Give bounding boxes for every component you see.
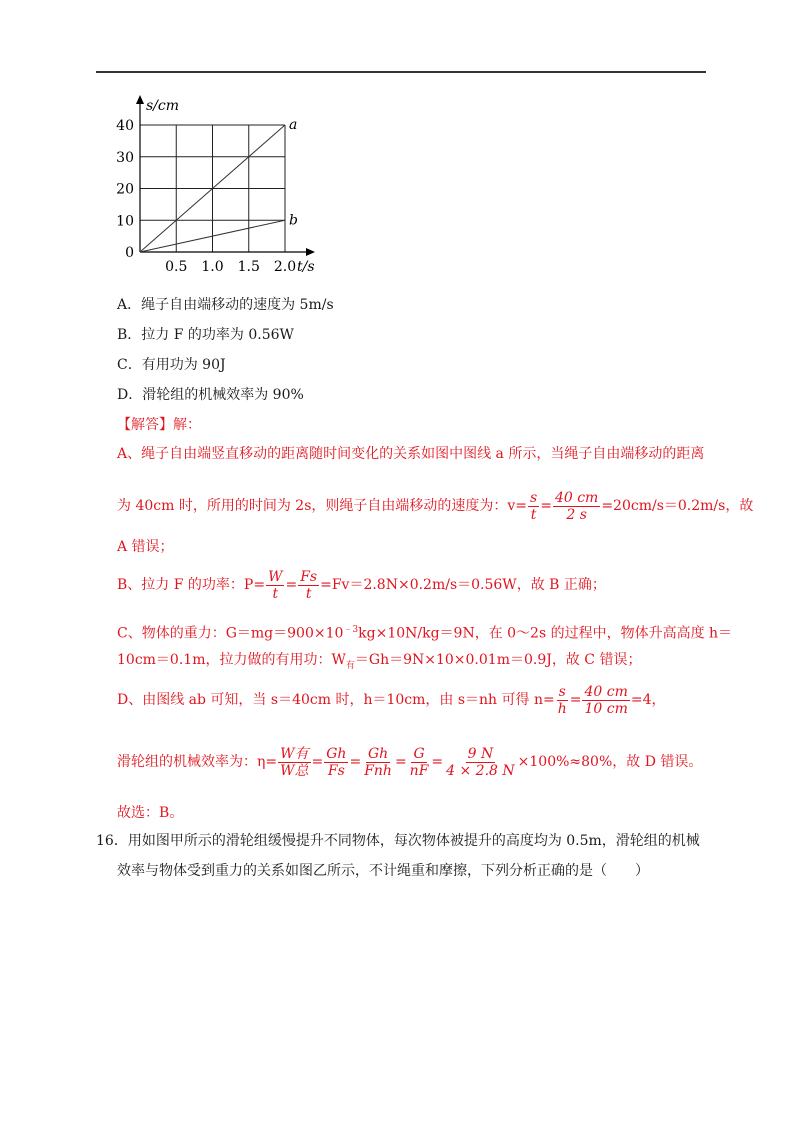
answer-a-line3: A 错误； <box>117 539 174 555</box>
answer-b-result: =Fv＝2.8N×0.2m/s＝0.56W，故 B 正确； <box>320 577 606 593</box>
y-tick-label: 0 <box>125 245 134 261</box>
option-b: B．拉力 F 的功率为 0.56W <box>117 327 294 343</box>
option-a: A．绳子自由端移动的速度为 5m/s <box>117 297 334 313</box>
y-tick-label: 40 <box>116 118 134 134</box>
answer-b-text: B、拉力 F 的功率：P= <box>117 577 266 593</box>
fraction-s-over-t: $\frac{s}{t}$ <box>530 489 538 523</box>
fraction-gh-over-fnh: $\frac{Gh}{\text{Fnh}}$ <box>364 745 392 779</box>
answer-d-result: =4， <box>630 692 666 708</box>
answer-conclusion: 故选：B。 <box>117 805 184 821</box>
fraction-w-over-t: $\frac{W}{t}$ <box>268 568 283 602</box>
y-tick-label: 20 <box>116 181 134 198</box>
fraction-40cm-over-10cm: $\frac{40 cm}{10 cm}$ <box>584 683 628 717</box>
answer-heading: 【解答】解： <box>117 417 201 433</box>
header-rule <box>96 71 706 73</box>
option-d: D．滑轮组的机械效率为 90% <box>117 387 304 403</box>
answer-a-line1: A、绳子自由端竖直移动的距离随时间变化的关系如图中图线 a 所示，当绳子自由端移动的距离 <box>117 446 705 462</box>
question-16-line2: 效率与物体受到重力的关系如图乙所示，不计绳重和摩擦，下列分析正确的是（ ） <box>117 863 649 879</box>
fraction-fs-over-t: $\frac{Fs}{t}$ <box>300 568 318 602</box>
y-axis-label: s/cm <box>146 98 180 114</box>
question-16-line1: 16．用如图甲所示的滑轮组缓慢提升不同物体，每次物体被提升的高度均为 0.5m，滑轮组的机械 <box>96 833 700 849</box>
answer-a-text: 为 40cm 时，所用的时间为 2s，则绳子自由端移动的速度为：v= <box>117 498 528 514</box>
answer-a-line2: 为 40cm 时，所用的时间为 2s，则绳子自由端移动的速度为：v= $\frac{s}{t}$ = $\frac{40 cm}{2 s}$ =20cm/s＝0.2m/s，故 <box>117 489 754 523</box>
series-label-a: a <box>289 117 298 133</box>
answer-a-result: =20cm/s＝0.2m/s，故 <box>601 498 754 514</box>
x-tick-label: 2.0 <box>273 259 297 275</box>
answer-c-line2: 10cm＝0.1m，拉力做的有用功：$W_有=Gh=9N\times 10\times 0.01m=0.9J$，故 C 错误； <box>117 652 642 671</box>
fraction-9n-over-4x2.8n: $\frac{9 N}{4 \times 2.8 N}$ <box>446 745 515 779</box>
x-tick-label: 1.0 <box>201 259 224 275</box>
fraction-g-over-nf: $\frac{G}{nF}$ <box>409 745 429 779</box>
answer-c-line1: C、物体的重力：$G=mg=900\times 10^{﹣3}kg\times 10N/kg=9N$，在 0～2s 的过程中，物体升高高度 h＝ <box>117 625 733 642</box>
fraction-gh-over-fs: $\frac{Gh}{Fs}$ <box>326 745 347 779</box>
x-axis-arrow <box>306 248 315 256</box>
x-axis-label: t/s <box>297 259 315 275</box>
y-tick-label: 10 <box>116 213 134 230</box>
series-label-b: b <box>289 212 298 229</box>
answer-b-line: B、拉力 F 的功率：P= $\frac{W}{t}$ = $\frac{Fs}{t}$ =Fv＝2.8N×0.2m/s＝0.56W，故 B 正确； <box>117 568 606 602</box>
distance-time-chart <box>110 92 340 282</box>
answer-d-line1: D、由图线 ab 可知，当 s＝40cm 时，h＝10cm，由 s＝nh 可得 n= $\frac{s}{h}$ = $\frac{40 cm}{10 cm}$ =4， <box>117 683 666 717</box>
x-tick-label: 0.5 <box>165 259 188 275</box>
y-tick-label: 30 <box>116 149 134 166</box>
option-c: C．有用功为 90J <box>117 357 226 373</box>
efficiency-result: ×100%≈80%，故 D 错误。 <box>517 754 703 770</box>
x-tick-label: 1.5 <box>237 259 260 275</box>
answer-d-text: D、由图线 ab 可知，当 s＝40cm 时，h＝10cm，由 s＝nh 可得 n= <box>117 692 555 708</box>
fraction-s-over-h: $\frac{s}{h}$ <box>557 683 567 717</box>
efficiency-text: 滑轮组的机械效率为：η= <box>117 754 278 770</box>
y-axis-arrow <box>136 95 144 104</box>
fraction-wuseful-over-wtotal: $\frac{\text{W有}}{\text{W总}}$ <box>280 745 309 779</box>
fraction-40cm-over-2s: $\frac{40 cm}{2 s}$ <box>554 489 599 523</box>
answer-d-line2: 滑轮组的机械效率为：η= $\frac{\text{W有}}{\text{W总}}$ = $\frac{Gh}{Fs}$ = $\frac{Gh}{\text{Fnh}}$ = $\frac{G}{nF}$ = $\frac{9 N}{4 \times 2.8 N}$ ×100%≈80%，故 D 错误。 <box>117 745 703 779</box>
